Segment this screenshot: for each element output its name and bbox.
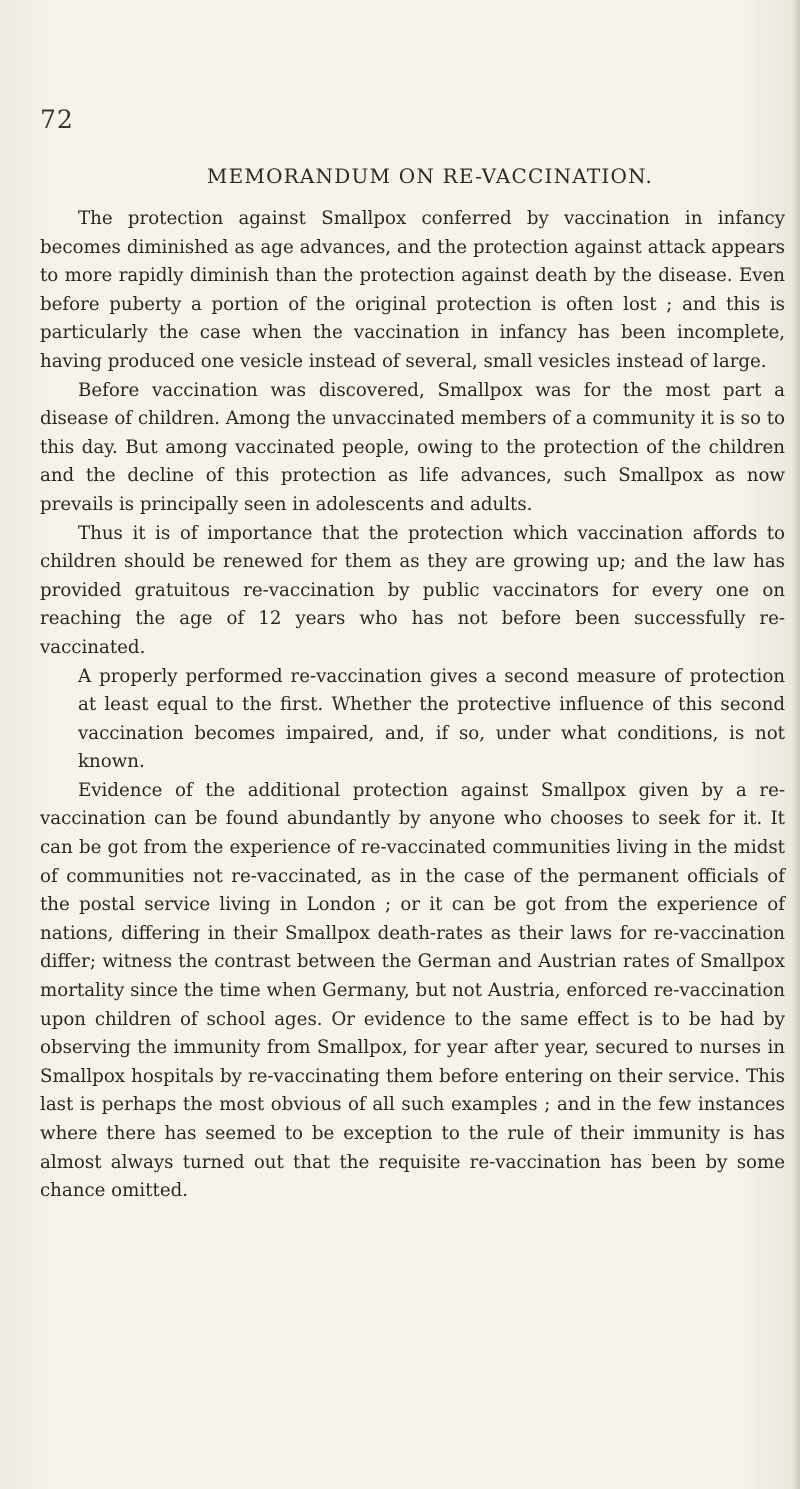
paragraph: The protection against Smallpox conferred by vaccination in infancy becomes diminished as age advances, and the protection against attack appears to more rapidly diminish than the protection against death by the disease. Even before puberty a portion of the original protection is often lost ; and this is particularly the case when the vaccination in infancy has been incomplete, having produced one vesicle instead of several, small vesicles instead of large. bbox=[40, 208, 785, 372]
paragraph: Evidence of the additional protection against Smallpox given by a re-vaccination can be found abundantly by anyone who chooses to seek for it. It can be got from the experience of re-vaccinated communities living in the midst of communities not re-vaccinated, as in the case of the permanent officials of the postal service living in London ; or it can be got from the experience of nations, differing in their Smallpox death-rates as their laws for re-vaccination differ; witness the contrast between the German and Austrian rates of Smallpox mortality since the time when Germany, but not Austria, enforced re-vaccination upon children of school ages. Or evidence to the same effect is to be had by observing the immunity from Smallpox, for year after year, secured to nurses in Smallpox hospitals by re-vaccinating them before entering on their service. This last is perhaps the most obvious of all such examples ; and in the few instances where there has seemed to be exception to the rule of their immunity is has almost always turned out that the requisite re-vaccination has been by some chance omitted. bbox=[40, 779, 785, 1202]
page-number: 72 bbox=[40, 105, 74, 134]
document-title: MEMORANDUM ON RE-VACCINATION. bbox=[206, 164, 654, 188]
page-edge-shadow bbox=[792, 0, 800, 1489]
paragraph: Before vaccination was discovered, Smallpox was for the most part a disease of children. Among the unvaccinated members of a community it is so to this day. But among vaccinated people, owing to the protection of the children and the decline of this protection as life advances, such Smallpox as now prevails is principally seen in adolescents and adults. bbox=[40, 379, 785, 515]
paragraph-indented: A properly performed re-vaccination gives a second measure of protection at least equal to the first. Whether the protective influence of this second vaccination becomes impaired, and, if so, under what conditions, is not known. bbox=[78, 665, 785, 773]
paragraph: Thus it is of importance that the protection which vaccination affords to children should be renewed for them as they are growing up; and the law has provided gratuitous re-vaccination by public vaccinators for every one on reaching the age of 12 years who has not before been successfully re-vaccinated. bbox=[40, 522, 785, 658]
document-body bbox=[40, 205, 785, 1206]
